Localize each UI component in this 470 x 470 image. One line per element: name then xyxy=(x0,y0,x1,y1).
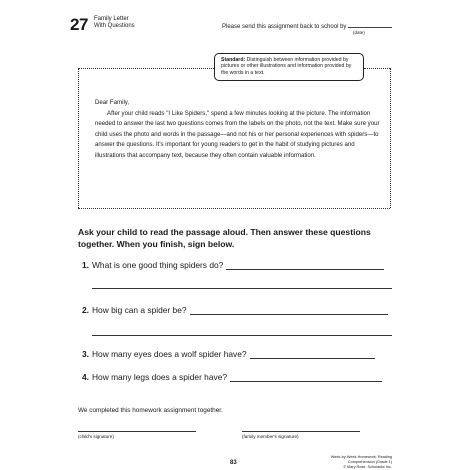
footer-page-number: 83 xyxy=(230,460,237,466)
family-signature-line[interactable] xyxy=(242,431,360,432)
date-blank[interactable] xyxy=(348,22,392,28)
question-number: 4. xyxy=(82,372,89,382)
letter-greeting: Dear Family, xyxy=(95,99,130,106)
family-letter xyxy=(95,98,380,162)
completion-statement: We completed this homework assignment together. xyxy=(78,407,223,414)
question-3 xyxy=(82,349,375,359)
footer-source-line1: Week-by-Week Homework: Reading Comprehension (Grade 1) xyxy=(330,455,392,464)
question-4 xyxy=(82,372,382,382)
header-title-line2: With Questions xyxy=(94,23,135,29)
send-back-text: Please send this assignment back to school by xyxy=(222,24,347,30)
answer-line-extra[interactable] xyxy=(92,288,392,289)
letter-frame-left xyxy=(78,68,79,208)
answer-line[interactable] xyxy=(230,373,382,382)
header-title xyxy=(94,16,154,30)
footer-source xyxy=(318,455,392,470)
standard-box xyxy=(214,53,364,81)
date-caption: (date) xyxy=(353,30,365,35)
answer-line[interactable] xyxy=(250,350,375,359)
question-text: How many legs does a spider have? xyxy=(92,372,228,382)
page-number: 27 xyxy=(70,15,88,34)
answer-line-extra[interactable] xyxy=(92,335,392,336)
standard-label: Standard: xyxy=(221,57,246,63)
question-number: 1. xyxy=(82,260,89,270)
header-title-line1: Family Letter xyxy=(94,16,129,22)
question-text: How many eyes does a wolf spider have? xyxy=(92,349,247,359)
letter-body: After your child reads "I Like Spiders," spend a few minutes looking at the picture. The information needed to answer the last two questions comes from the labels on the photo, not the text. Make sure your child uses the photo and words in the passage—and not his or her personal experiences with spiders—to answer the questions. It's important for young readers to get in the habit of studying pictures and illustrations that accompany text, because they often contain valuable information. xyxy=(95,109,380,159)
child-signature-line[interactable] xyxy=(78,431,196,432)
question-2 xyxy=(82,305,388,315)
letter-frame-top-right xyxy=(364,68,390,69)
letter-frame-bottom xyxy=(78,208,390,209)
question-number: 2. xyxy=(82,305,89,315)
letter-frame-top xyxy=(78,68,214,69)
question-number: 3. xyxy=(82,349,89,359)
instructions: Ask your child to read the passage aloud. Then answer these questions together. When you finish, sign below. xyxy=(78,227,371,249)
question-1 xyxy=(82,260,384,270)
answer-line[interactable] xyxy=(226,261,384,270)
question-text: How big can a spider be? xyxy=(92,305,187,315)
letter-frame-right xyxy=(390,68,391,208)
question-text: What is one good thing spiders do? xyxy=(92,260,224,270)
standard-text: Distinguish between information provided by pictures or other illustrations and information provided by the words in a text. xyxy=(221,57,352,76)
footer-source-line2: © Mary Rose, Scholastic Inc. xyxy=(343,465,392,469)
answer-line[interactable] xyxy=(190,306,388,315)
send-back-instruction xyxy=(222,22,392,30)
child-signature-caption: (child's signature) xyxy=(78,434,114,439)
family-signature-caption: (family member's signature) xyxy=(242,434,299,439)
